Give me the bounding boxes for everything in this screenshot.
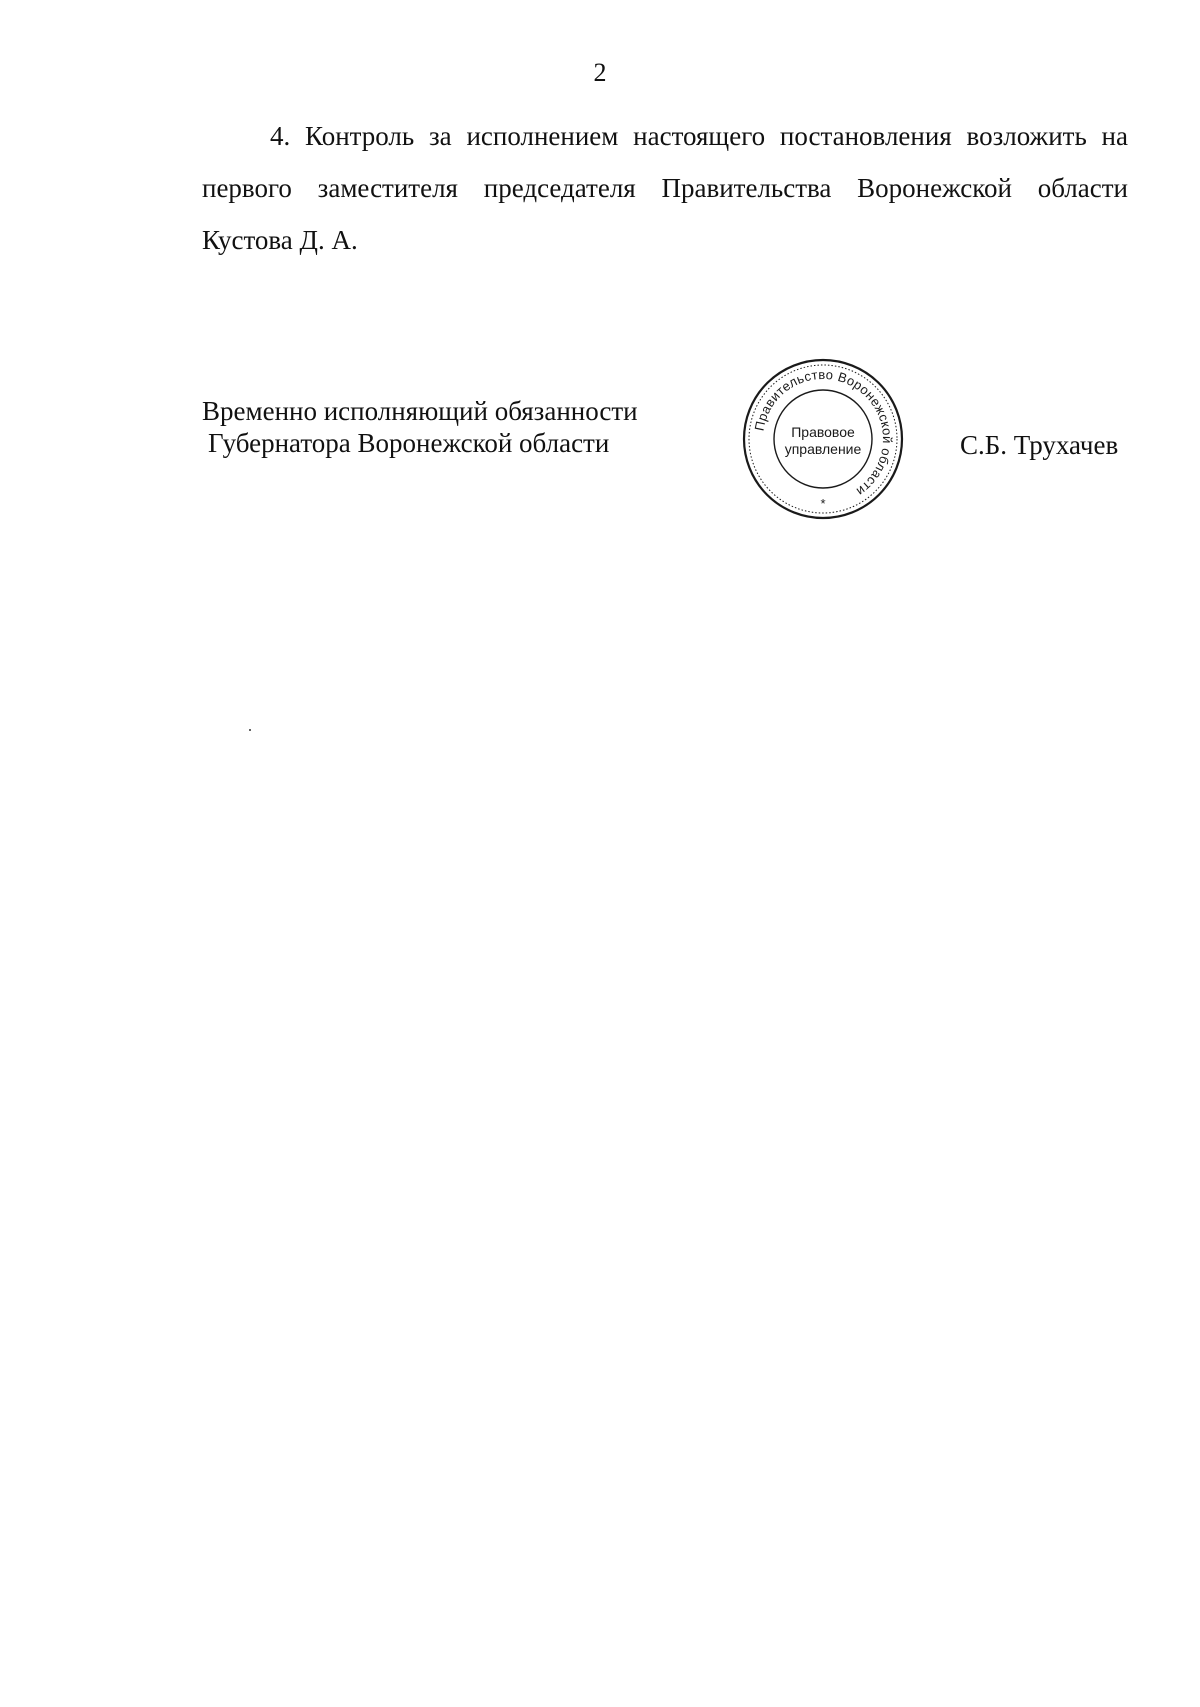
scan-speck: [249, 729, 251, 731]
seal-inner-line-2: управление: [784, 441, 862, 457]
signer-name: С.Б. Трухачев: [960, 430, 1119, 460]
seal-outer-text: Правительство Воронежской области: [751, 366, 896, 500]
signature-position: [202, 395, 702, 459]
page-number: 2: [593, 58, 607, 87]
signature-position-line-2: Губернатора Воронежской области: [208, 428, 610, 458]
paragraph-item-4: 4. Контроль за исполнением настоящего постановления возложить на первого заместителя председателя Правительства Воронежской области Кустова Д. А.: [202, 121, 1128, 255]
official-seal: [740, 356, 906, 522]
seal-star: *: [820, 496, 826, 511]
signature-position-line-1: Временно исполняющий обязанности: [202, 396, 638, 426]
seal-inner-line-1: Правовое: [791, 424, 855, 440]
